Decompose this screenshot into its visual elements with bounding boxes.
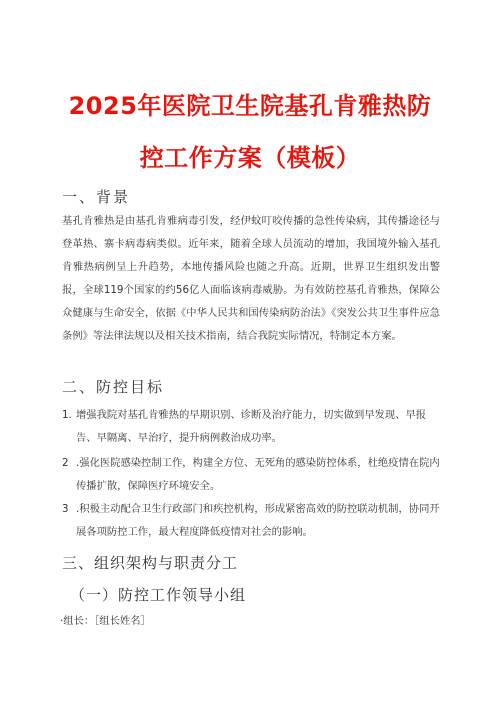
- section-heading-background: 一、背景: [62, 188, 131, 206]
- leader-line: ·组长：［组长姓名］: [60, 615, 151, 627]
- goal-item-text: .强化医院感染控制工作，构建全方位、无死角的感染防控体系，杜绝疫情在院内传播扩散，保障医疗环境安全。: [76, 457, 440, 492]
- goal-item-number: 3: [62, 503, 69, 515]
- goal-item: [62, 498, 440, 544]
- section-heading-organization: 三、组织架构与职责分工: [62, 554, 239, 572]
- goal-item-text: 增强我院对基孔肯雅热的早期识别、诊断及治疗能力，切实做到早发现、早报告、早隔离、早治疗，提升病例救治成功率。: [76, 409, 427, 444]
- document-title-line-1: 2025年医院卫生院基孔肯雅热防: [68, 92, 432, 120]
- section-heading-goals: 二、防控目标: [62, 378, 165, 396]
- goal-item: [62, 404, 440, 450]
- goal-item-number: 1.: [62, 409, 72, 421]
- goal-item-number: 2: [62, 457, 69, 469]
- document-title-line-2: 控工作方案（模板）: [139, 144, 361, 172]
- goal-item-text: .积极主动配合卫生行政部门和疾控机构，形成紧密高效的防控联动机制，协同开展各项防控工作，最大程度降低疫情对社会的影响。: [76, 503, 440, 538]
- subsection-heading-leadership-group: （一）防控工作领导小组: [70, 586, 247, 604]
- background-paragraph: 基孔肯雅热是由基孔肯雅病毒引发，经伊蚊叮咬传播的急性传染病，其传播途径与登革热、寨卡病毒病类似。近年来，随着全球人员流动的增加，我国境外输入基孔肯雅热病例呈上升趋势，本地传播风险也随之升高。近期，世界卫生组织发出警报，全球119个国家的约56亿人面临该病毒威胁。为有效防控基孔肯雅热，保障公众健康与生命安全，依据《中华人民共和国传染病防治法》《突发公共卫生事件应急条例》等法律法规以及相关技术指南，结合我院实际情况，特制定本方案。: [62, 215, 440, 342]
- goal-item: [62, 452, 440, 498]
